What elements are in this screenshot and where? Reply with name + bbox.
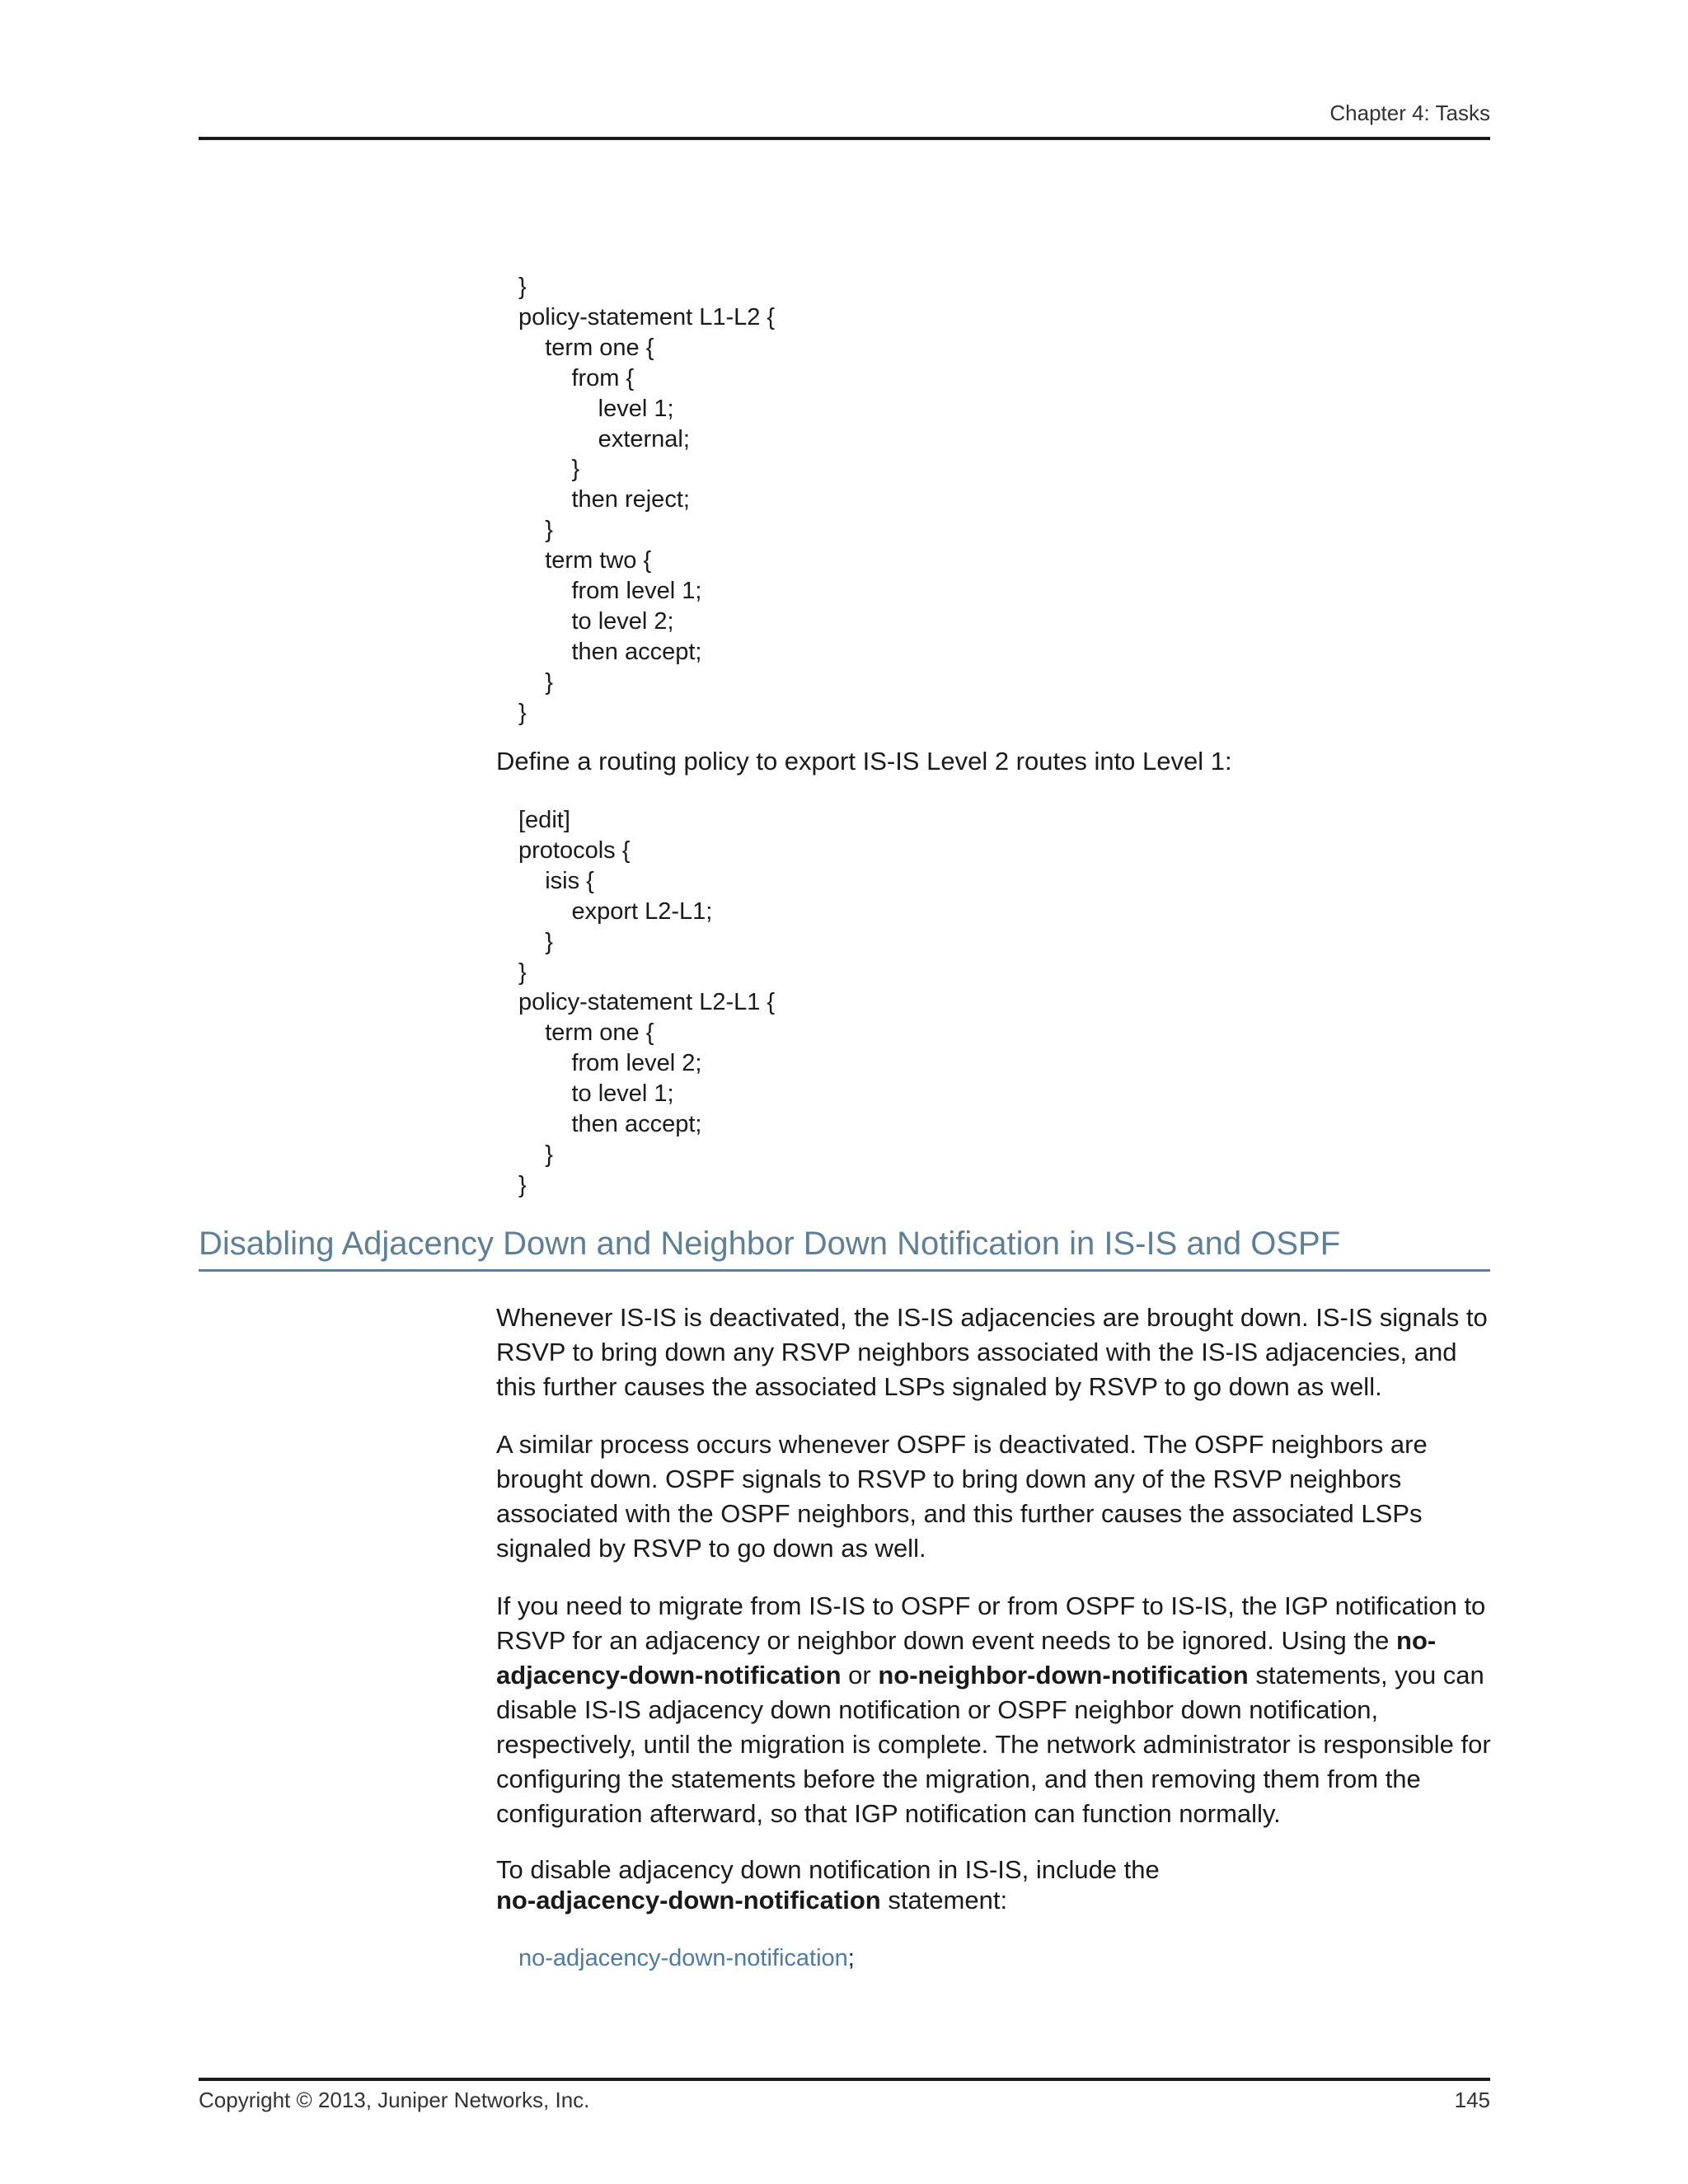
code-statement-line [518,1945,855,1972]
paragraph-migration [496,1589,1493,1831]
section-heading: Disabling Adjacency Down and Neighbor Down Notification in IS-IS and OSPF [199,1221,1490,1272]
section-body [496,1301,1493,1938]
page-header [199,97,1490,140]
paragraph-ospf-deactivation: A similar process occurs whenever OSPF is deactivated. The OSPF neighbors are brought down. OSPF signals to RSVP to bring down any of the RSVP neighbors associated with the OSPF neighbors, and this further causes the associated LSPs signaled by RSVP to go down as well. [496,1430,1428,1563]
page-footer [199,2078,1490,2114]
paragraph-migration-or: or [841,1661,879,1690]
statement-terminator: ; [847,1945,855,1971]
no-adjacency-down-notification-link[interactable]: no-adjacency-down-notification [518,1945,848,1971]
paragraph-migration-text-1: If you need to migrate from IS-IS to OSPF or from OSPF to IS-IS, the IGP notification to RSVP for an adjacency or neighbor down event needs to be ignored. Using the [496,1591,1486,1655]
copyright-text: Copyright © 2013, Juniper Networks, Inc. [199,2088,590,2112]
paragraph-isis-deactivation: Whenever IS-IS is deactivated, the IS-IS adjacencies are brought down. IS-IS signals to RSVP to bring down any RSVP neighbors associated with the IS-IS adjacencies, and this further causes the associated LSPs signaled by RSVP to go down as well. [496,1303,1488,1401]
chapter-title: Chapter 4: Tasks [1329,101,1490,125]
paragraph-disable-adjacency [496,1854,1493,1915]
statement-no-neighbor-down-notification: no-neighbor-down-notification [878,1661,1249,1690]
intro-paragraph: Define a routing policy to export IS-IS Level 2 routes into Level 1: [496,747,1232,776]
page-number: 145 [1454,2088,1490,2112]
paragraph-disable-text-1: To disable adjacency down notification in IS-IS, include the [496,1855,1160,1884]
code-block-policy-l2-l1: [edit] protocols { isis { export L2-L1; } } policy-statement L2-L1 { term one { from level 2; to level 1; then accept; } } [518,807,776,1198]
paragraph-migration-text-2: statements, you can disable IS-IS adjacency down notification or OSPF neighbor down notification, respectively, until the migration is complete. The network administrator is responsible for configuring the statements before the migration, and then removing them from the configuration afterward, so that IGP notification can function normally. [496,1661,1491,1828]
code-block-policy-l1-l2: } policy-statement L1-L2 { term one { from { level 1; external; } then reject; } term two { from level 1; to level 2; then accept; } } [518,274,776,726]
paragraph-disable-text-2: statement: [880,1886,1008,1915]
statement-no-adjacency-down-notification: no-adjacency-down-notification [496,1626,1437,1690]
statement-no-adjacency-down-notification-2: no-adjacency-down-notification [496,1886,881,1915]
